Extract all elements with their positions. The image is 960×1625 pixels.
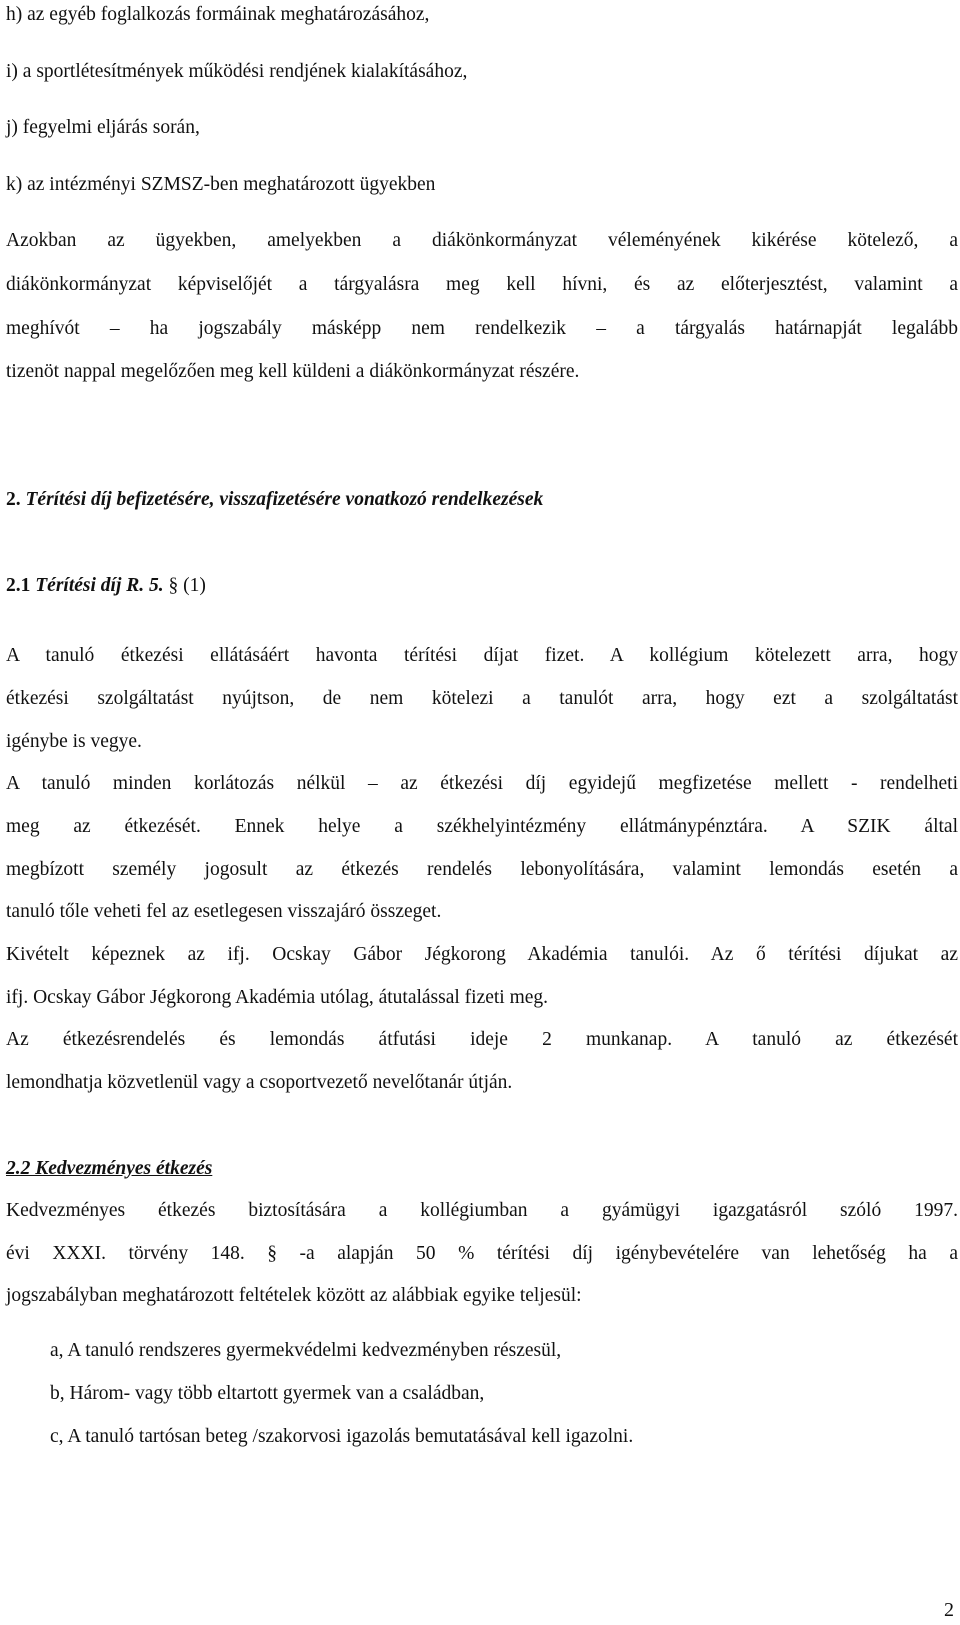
paragraph-line: étkezési szolgáltatást nyújtson, de nem kötelezi a tanulót arra, hogy ezt a szolgáltatást bbox=[6, 688, 958, 709]
subsection-number: 2.1 bbox=[6, 575, 31, 596]
subsection-heading bbox=[6, 574, 206, 598]
list-item: c, A tanuló tartósan beteg /szakorvosi igazolás bemutatásával kell igazolni. bbox=[50, 1426, 634, 1447]
subsection-heading: 2.2 Kedvezményes étkezés bbox=[6, 1158, 213, 1179]
paragraph-line: Kivételt képeznek az ifj. Ocskay Gábor Jégkorong Akadémia tanulói. Az ő térítési díjukat az bbox=[6, 944, 958, 965]
list-item: a, A tanuló rendszeres gyermekvédelmi kedvezményben részesül, bbox=[50, 1340, 562, 1361]
list-item: h) az egyéb foglalkozás formáinak meghatározásához, bbox=[6, 4, 430, 25]
paragraph-line: diákönkormányzat képviselőjét a tárgyalásra meg kell hívni, és az előterjesztést, valamint a bbox=[6, 274, 958, 295]
paragraph-line: lemondhatja közvetlenül vagy a csoportvezető nevelőtanár útján. bbox=[6, 1072, 513, 1093]
paragraph-line: Kedvezményes étkezés biztosítására a kollégiumban a gyámügyi igazgatásról szóló 1997. bbox=[6, 1200, 958, 1221]
paragraph-line: meg az étkezését. Ennek helye a székhelyintézmény ellátmánypénztára. A SZIK által bbox=[6, 816, 958, 837]
paragraph-line: igénybe is vegye. bbox=[6, 731, 142, 752]
paragraph-line: Az étkezésrendelés és lemondás átfutási ideje 2 munkanap. A tanuló az étkezését bbox=[6, 1029, 958, 1050]
paragraph-line: A tanuló étkezési ellátásáért havonta térítési díjat fizet. A kollégium kötelezett arra, hogy bbox=[6, 645, 958, 666]
paragraph-line: évi XXXI. törvény 148. § -a alapján 50 % térítési díj igénybevételére van lehetőség ha a bbox=[6, 1243, 958, 1264]
list-item: i) a sportlétesítmények működési rendjének kialakításához, bbox=[6, 61, 468, 82]
paragraph-line: Azokban az ügyekben, amelyekben a diákönkormányzat véleményének kikérése kötelező, a bbox=[6, 230, 958, 251]
paragraph-line: tanuló tőle veheti fel az esetlegesen visszajáró összeget. bbox=[6, 901, 442, 922]
paragraph-line: megbízott személy jogosult az étkezés rendelés lebonyolítására, valamint lemondás esetén a bbox=[6, 859, 958, 880]
paragraph-line: jogszabályban meghatározott feltételek között az alábbiak egyike teljesül: bbox=[6, 1285, 582, 1306]
list-item: b, Három- vagy több eltartott gyermek van a családban, bbox=[50, 1383, 485, 1404]
subsection-title: Térítési díj R. 5. bbox=[35, 575, 164, 596]
page-number: 2 bbox=[944, 1599, 954, 1621]
section-heading bbox=[6, 488, 543, 512]
subsection-ref: § (1) bbox=[163, 575, 206, 596]
section-number: 2. bbox=[6, 489, 21, 510]
list-item: j) fegyelmi eljárás során, bbox=[6, 117, 200, 138]
paragraph-line: meghívót – ha jogszabály másképp nem rendelkezik – a tárgyalás határnapját legalább bbox=[6, 318, 958, 339]
section-title: Térítési díj befizetésére, visszafizetésére vonatkozó rendelkezések bbox=[25, 489, 544, 510]
paragraph-line: tizenöt nappal megelőzően meg kell küldeni a diákönkormányzat részére. bbox=[6, 361, 580, 382]
paragraph-line: A tanuló minden korlátozás nélkül – az étkezési díj egyidejű megfizetése mellett - rendelheti bbox=[6, 773, 958, 794]
list-item: k) az intézményi SZMSZ-ben meghatározott ügyekben bbox=[6, 174, 436, 195]
paragraph-line: ifj. Ocskay Gábor Jégkorong Akadémia utólag, átutalással fizeti meg. bbox=[6, 987, 549, 1008]
